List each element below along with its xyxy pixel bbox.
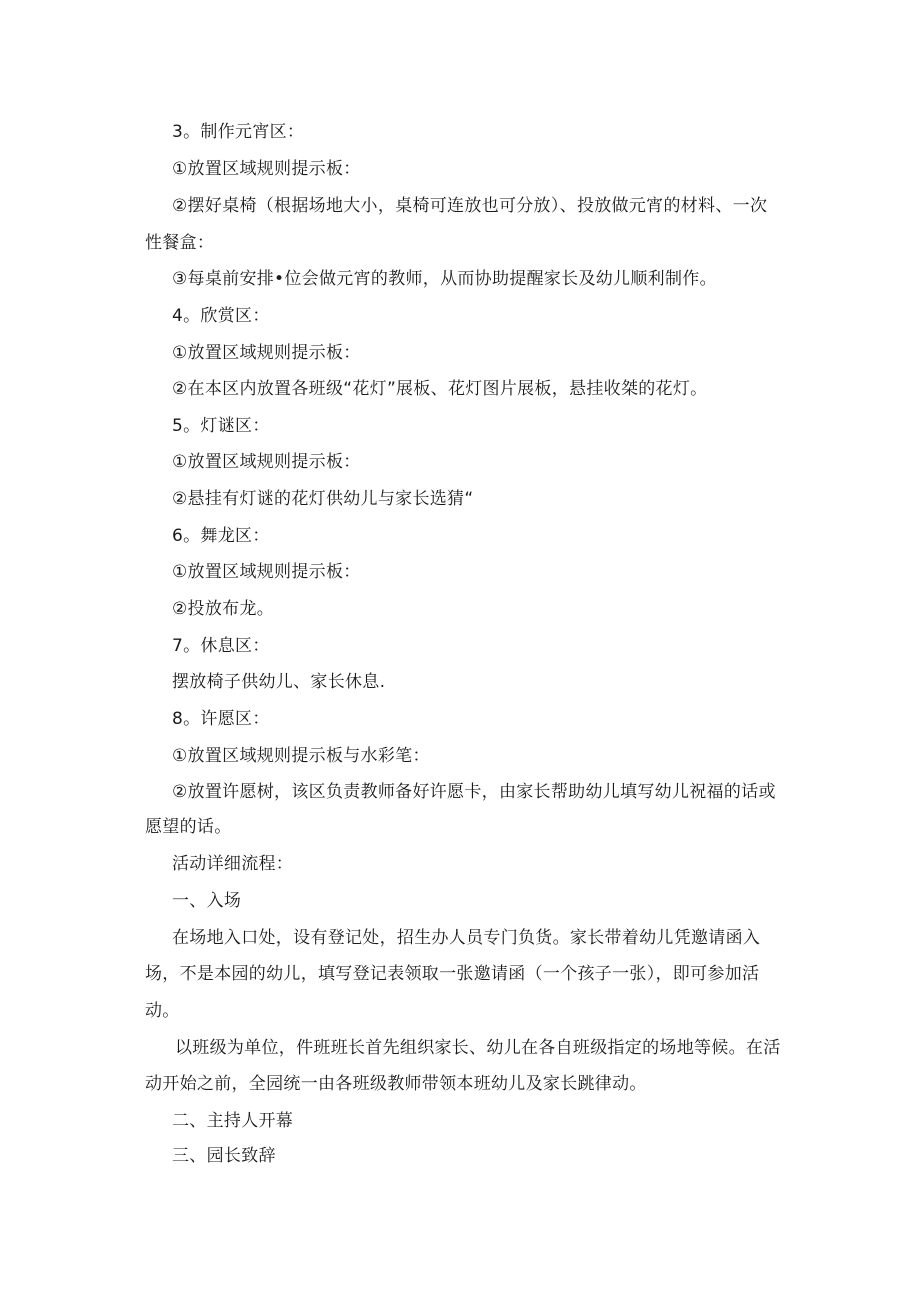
step-heading-entry: 一、入场 — [172, 891, 242, 911]
list-item: ②悬挂有灯谜的花灯供幼儿与家长选猜“ — [172, 489, 474, 509]
list-item: ③每桌前安排•位会做元宵的教师，从而协助提醒家长及幼儿顺利制作。 — [172, 269, 717, 289]
section-heading-rest: 7。休息区： — [172, 636, 270, 656]
step-heading-host-opening: 二、主持人开幕 — [172, 1111, 294, 1131]
list-item: ①放置区域规则提示板： — [172, 159, 361, 179]
paragraph-line: 动。 — [145, 1001, 180, 1021]
list-item: ②放置许愿树，该区负责教师备好许愿卡，由家长帮助幼儿填写幼儿祝福的话或 — [172, 782, 776, 802]
list-item: ②摆好桌椅（根据场地大小，桌椅可连放也可分放）、投放做元宵的材料、一次 — [172, 196, 768, 216]
section-heading-detailed-flow: 活动详细流程： — [172, 854, 294, 874]
section-heading-making-yuanxiao: 3。制作元宵区： — [172, 122, 305, 142]
list-item: ①放置区域规则提示板： — [172, 562, 361, 582]
list-item: ①放置区域规则提示板： — [172, 343, 361, 363]
step-heading-principal-speech: 三、园长致辞 — [172, 1146, 276, 1166]
section-heading-appreciation: 4。欣赏区： — [172, 306, 270, 326]
paragraph-line: 动开始之前，全园统一由各班级教师带领本班幼儿及家长跳律动。 — [145, 1074, 647, 1094]
paragraph-line: 在场地入口处，设有登记处，招生办人员专门负货。家长带着幼儿凭邀请函入 — [172, 928, 761, 948]
list-item: ①放置区域规则提示板： — [172, 452, 361, 472]
list-item-continuation: 性餐盒： — [145, 233, 215, 253]
list-item: ①放置区域规则提示板与水彩笔： — [172, 746, 430, 766]
section-heading-dragon-dance: 6。舞龙区： — [172, 526, 270, 546]
paragraph-line: 摆放椅子供幼儿、家长休息. — [172, 672, 386, 692]
section-heading-riddles: 5。灯谜区： — [172, 416, 270, 436]
list-item-continuation: 愿望的话。 — [145, 817, 232, 837]
section-heading-wishing: 8。许愿区： — [172, 709, 270, 729]
paragraph-line: 场，不是本园的幼儿，填写登记表领取一张邀请函（一个孩子一张），即可参加活 — [145, 964, 760, 984]
list-item: ②在本区内放置各班级“花灯”展板、花灯图片展板，悬挂收桀的花灯。 — [172, 379, 708, 399]
list-item: ②投放布龙。 — [172, 599, 275, 619]
paragraph-line: 以班级为单位，件班班长首先组织家长、幼儿在各自班级指定的场地等候。在活 — [175, 1038, 781, 1058]
